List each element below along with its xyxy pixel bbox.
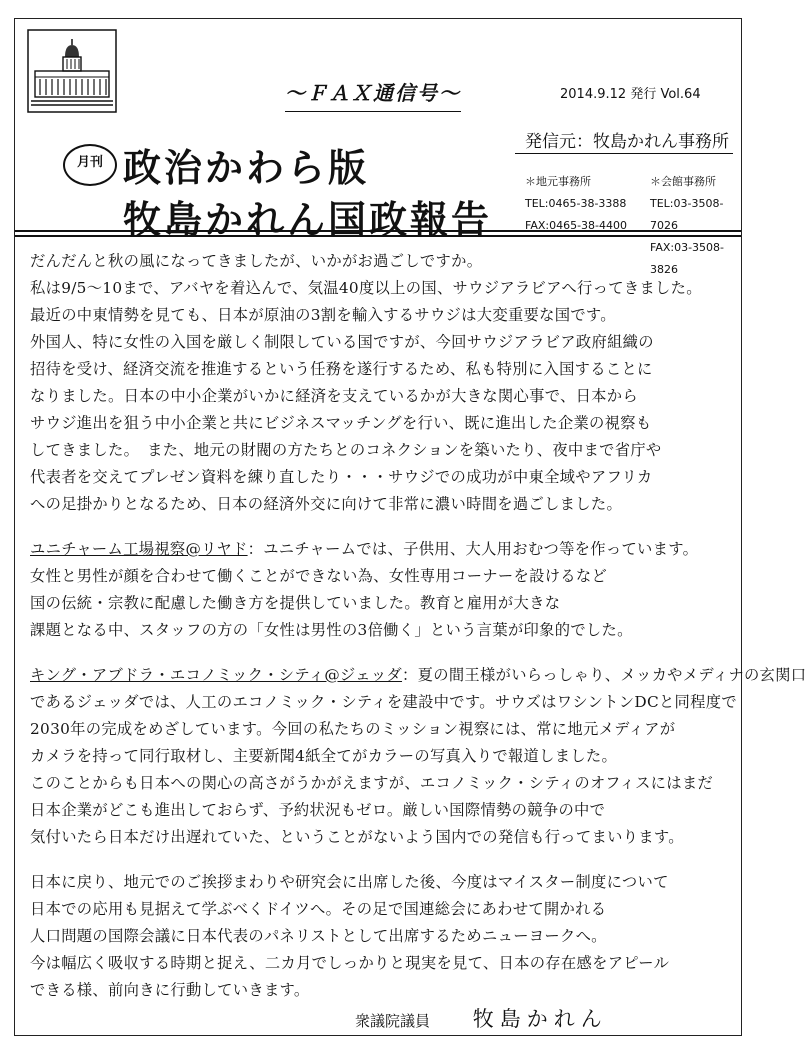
local-office-fax: FAX:0465-38-4400 — [525, 219, 628, 232]
body-line: 最近の中東情勢を見ても、日本が原油の3割を輸入するサウジは大変重要な国です。 — [30, 306, 616, 324]
diet-office-tel: TEL:03-3508-7026 — [650, 197, 724, 232]
body-line: 私は9/5～10まで、アバヤを着込んで、気温40度以上の国、サウジアラビアへ行ってきました。 — [30, 279, 702, 297]
issue-info — [560, 83, 701, 102]
body-line: 日本での応用も見据えて学ぶべくドイツへ。その足で国連総会にあわせて開かれる — [30, 900, 607, 918]
body-line: 2030年の完成をめざしています。今回の私たちのミッション視察には、常に地元メディアが — [30, 720, 676, 738]
unicharm-text: ：ユニチャームでは、子供用、大人用おむつ等を作っています。 — [247, 540, 699, 558]
body-line: だんだんと秋の風になってきましたが、いかがお過ごしですか。 — [30, 252, 483, 270]
newsletter-subtitle: 牧島かれん国政報告 — [123, 197, 493, 242]
fax-title — [285, 77, 461, 106]
monthly-badge: 月刊 — [63, 144, 117, 186]
issue-volume: Vol.64 — [660, 87, 701, 102]
body-line: してきました。 また、地元の財閥の方たちとのコネクションを築いたり、夜中まで省庁や — [30, 441, 662, 459]
body-line: 日本企業がどこも進出しておらず、予約状況もゼロ。厳しい国際情勢の競争の中で — [30, 801, 606, 819]
body-line: サウジ進出を狙う中小企業と共にビジネスマッチングを行い、既に進出した企業の視察も — [30, 414, 652, 432]
issue-date: 2014.9.12 — [560, 87, 627, 102]
local-office-label: ＊地元事務所 — [525, 175, 591, 188]
body-line: 日本に戻り、地元でのご挨拶まわりや研究会に出席した後、今度はマイスター制度について — [30, 873, 669, 891]
signature-title: 衆議院議員 — [355, 1012, 431, 1030]
body-line: なりました。日本の中小企業がいかに経済を支えているかが大きな関心事で、日本から — [30, 387, 638, 405]
newsletter-title: 政治かわら版 — [123, 145, 370, 190]
report-body — [30, 248, 806, 1004]
body-line — [30, 536, 735, 563]
body-line: カメラを持って同行取材し、主要新聞4紙全てがカラーの写真入りで報道しました。 — [30, 747, 618, 765]
body-line: 人口問題の国際会議に日本代表のパネリストとして出席するためニューヨークへ。 — [30, 927, 607, 945]
signature-name: 牧島かれん — [472, 1007, 608, 1031]
header-divider — [15, 230, 741, 237]
body-line — [30, 662, 806, 689]
issue-label: 発行 — [630, 87, 657, 102]
body-line: 女性と男性が顔を合わせて働くことができない為、女性専用コーナーを設けるなど — [30, 567, 608, 585]
local-office-tel: TEL:0465-38-3388 — [525, 197, 627, 210]
local-office — [525, 171, 627, 237]
body-line: 招待を受け、経済交流を推進するという任務を遂行するため、私も特別に入国することに — [30, 360, 653, 378]
closing-paragraph — [30, 869, 735, 1004]
diet-building-icon — [27, 29, 117, 113]
diet-office-fax: FAX:03-3508-3826 — [650, 241, 725, 276]
unicharm-section — [30, 536, 735, 644]
body-line: 国の伝統・宗教に配慮した働き方を提供していました。教育と雇用が大きな — [30, 594, 561, 612]
signature — [355, 1003, 608, 1033]
body-line: 課題となる中、スタッフの方の「女性は男性の3倍働く」という言葉が印象的でした。 — [30, 621, 633, 639]
body-line: 気付いたら日本だけ出遅れていた、ということがないよう国内での発信も行ってまいります。 — [30, 828, 684, 846]
economic-city-section — [30, 662, 806, 851]
body-line: 今は幅広く吸収する時期と捉え、二カ月でしっかりと現実を見て、日本の存在感をアピール — [30, 954, 670, 972]
body-line: このことからも日本への関心の高さがうかがえますが、エコノミック・シティのオフィスにはまだ — [30, 774, 714, 792]
body-line: であるジェッダでは、人工のエコノミック・シティを建設中です。サウズはワシントンDCと同程度で — [30, 693, 737, 711]
body-line: 代表者を交えてプレゼン資料を練り直したり・・・サウジでの成功が中東全域やアフリカ — [30, 468, 653, 486]
sender: 発信元：牧島かれん事務所 — [525, 132, 729, 152]
body-line: 外国人、特に女性の入国を厳しく制限している国ですが、今回サウジアラビア政府組織の — [30, 333, 654, 351]
economic-city-text: ：夏の間王様がいらっしゃり、メッカやメディナの玄関口 — [402, 666, 806, 684]
diet-office-label: ＊会館事務所 — [650, 175, 716, 188]
sender-underline — [515, 153, 733, 154]
intro-paragraph — [30, 248, 735, 518]
unicharm-heading: ユニチャーム工場視察@リヤド — [30, 540, 248, 558]
economic-city-heading: キング・アブドラ・エコノミック・シティ@ジェッダ — [30, 666, 403, 684]
body-line: できる様、前向きに行動していきます。 — [30, 981, 310, 999]
fax-title-text: ～ＦＡＸ通信号～ — [285, 81, 461, 105]
body-line: への足掛かりとなるため、日本の経済外交に向けて非常に濃い時間を過ごしました。 — [30, 495, 623, 513]
